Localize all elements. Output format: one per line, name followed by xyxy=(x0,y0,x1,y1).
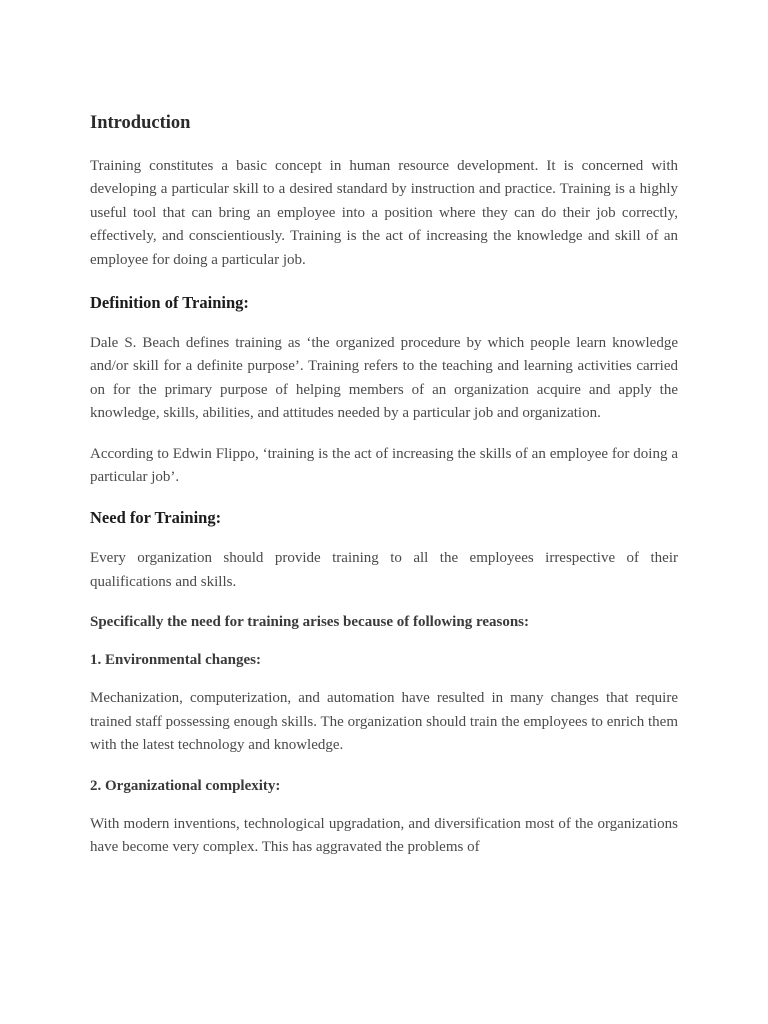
reason-2-paragraph: With modern inventions, technological upgradation, and diversification most of the organizations have become very complex. This has aggravated the problems of xyxy=(90,815,678,855)
definition-paragraph: Dale S. Beach defines training as ‘the organized procedure by which people learn knowledge and/or skill for a definite purpose’. Training refers to the teaching and learning activities carried on for the primary purpose of helping members of an organization acquire and apply the knowledge, skills, abilities, and attitudes needed by a particular job and organization. xyxy=(90,335,678,422)
page-title: Introduction xyxy=(90,113,191,133)
document-body xyxy=(90,110,678,876)
intro-paragraph: Training constitutes a basic concept in human resource development. It is concerned with developing a particular skill to a desired standard by instruction and practice. Training is a highly useful tool that can bring an employee into a position where they can do their job correctly, effectively, and conscientiously. Training is the act of increasing the knowledge and skill of an employee for doing a particular job. xyxy=(90,158,678,268)
flippo-paragraph: According to Edwin Flippo, ‘training is the act of increasing the skills of an employee for doing a particular job’. xyxy=(90,445,678,486)
reason-2-heading: 2. Organizational complexity: xyxy=(90,777,281,794)
reason-1-heading: 1. Environmental changes: xyxy=(90,652,261,669)
reason-1-paragraph: Mechanization, computerization, and automation have resulted in many changes that require trained staff possessing enough skills. The organization should train the employees to enrich them with the latest technology and knowledge. xyxy=(90,690,678,754)
reasons-heading: Specifically the need for training arises because of following reasons: xyxy=(90,614,529,631)
need-paragraph: Every organization should provide training to all the employees irrespective of their qualifications and skills. xyxy=(90,550,678,590)
definition-heading: Definition of Training: xyxy=(90,293,249,313)
need-heading: Need for Training: xyxy=(90,508,222,528)
